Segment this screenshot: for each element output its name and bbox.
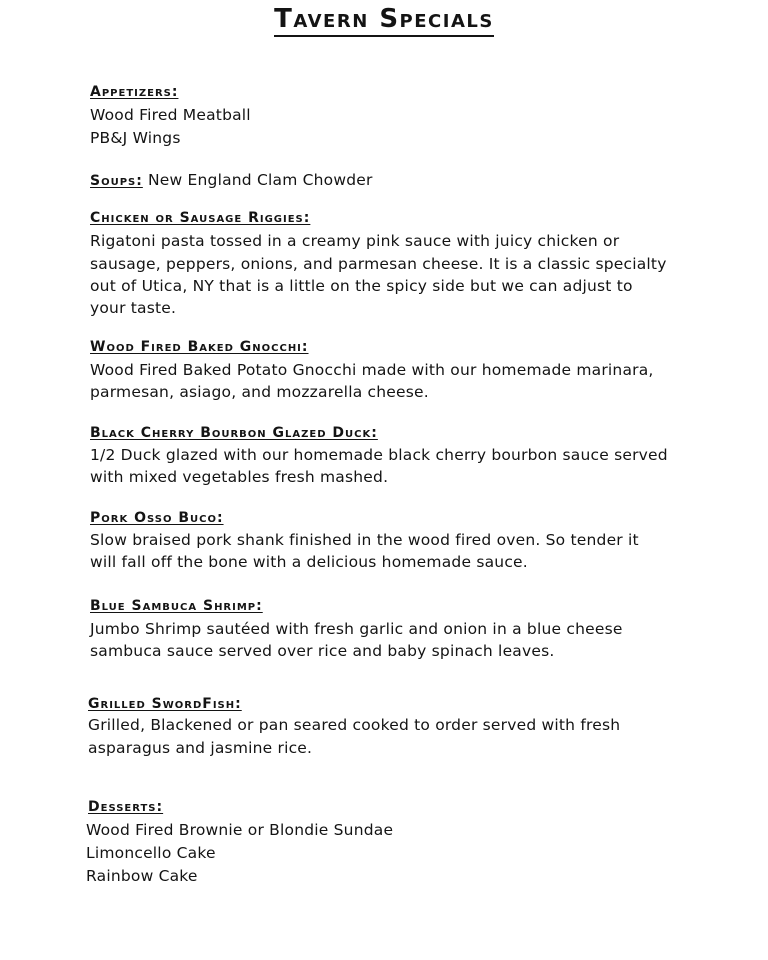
shrimp-description-line: sambuca sauce served over rice and baby spinach leaves. (90, 642, 555, 660)
duck-heading: Black Cherry Bourbon Glazed Duck: (90, 425, 378, 441)
osso-buco-description-line: Slow braised pork shank finished in the wood fired oven. So tender it (90, 531, 639, 549)
swordfish-heading: Grilled SwordFish: (88, 696, 242, 712)
appetizer-item: Wood Fired Meatball (90, 106, 251, 124)
riggies-description-line: your taste. (90, 299, 177, 317)
soups-heading: Soups: (90, 173, 143, 189)
gnocchi-heading: Wood Fired Baked Gnocchi: (90, 339, 309, 355)
riggies-description-line: sausage, peppers, onions, and parmesan cheese. It is a classic specialty (90, 255, 667, 273)
swordfish-description-line: Grilled, Blackened or pan seared cooked to order served with fresh (88, 716, 621, 734)
osso-buco-heading: Pork Osso Buco: (90, 510, 224, 526)
appetizer-item: PB&J Wings (90, 129, 181, 147)
riggies-description-line: out of Utica, NY that is a little on the spicy side but we can adjust to (90, 277, 633, 295)
duck-description-line: with mixed vegetables fresh mashed. (90, 468, 389, 486)
soups-row (90, 171, 373, 189)
gnocchi-description-line: parmesan, asiago, and mozzarella cheese. (90, 383, 429, 401)
gnocchi-description-line: Wood Fired Baked Potato Gnocchi made with our homemade marinara, (90, 361, 654, 379)
swordfish-description-line: asparagus and jasmine rice. (88, 739, 313, 757)
riggies-heading: Chicken or Sausage Riggies: (90, 210, 311, 226)
shrimp-description-line: Jumbo Shrimp sautéed with fresh garlic and onion in a blue cheese (90, 620, 623, 638)
shrimp-heading: Blue Sambuca Shrimp: (90, 598, 263, 614)
osso-buco-description-line: will fall off the bone with a delicious homemade sauce. (90, 553, 528, 571)
desserts-heading: Desserts: (88, 799, 164, 815)
riggies-description-line: Rigatoni pasta tossed in a creamy pink sauce with juicy chicken or (90, 232, 620, 250)
dessert-item: Rainbow Cake (86, 867, 198, 885)
appetizers-heading: Appetizers: (90, 84, 179, 100)
soup-item: New England Clam Chowder (147, 171, 373, 189)
page-title: Tavern Specials (0, 4, 768, 34)
dessert-item: Wood Fired Brownie or Blondie Sundae (86, 821, 394, 839)
duck-description-line: 1/2 Duck glazed with our homemade black cherry bourbon sauce served (90, 446, 668, 464)
dessert-item: Limoncello Cake (86, 844, 216, 862)
